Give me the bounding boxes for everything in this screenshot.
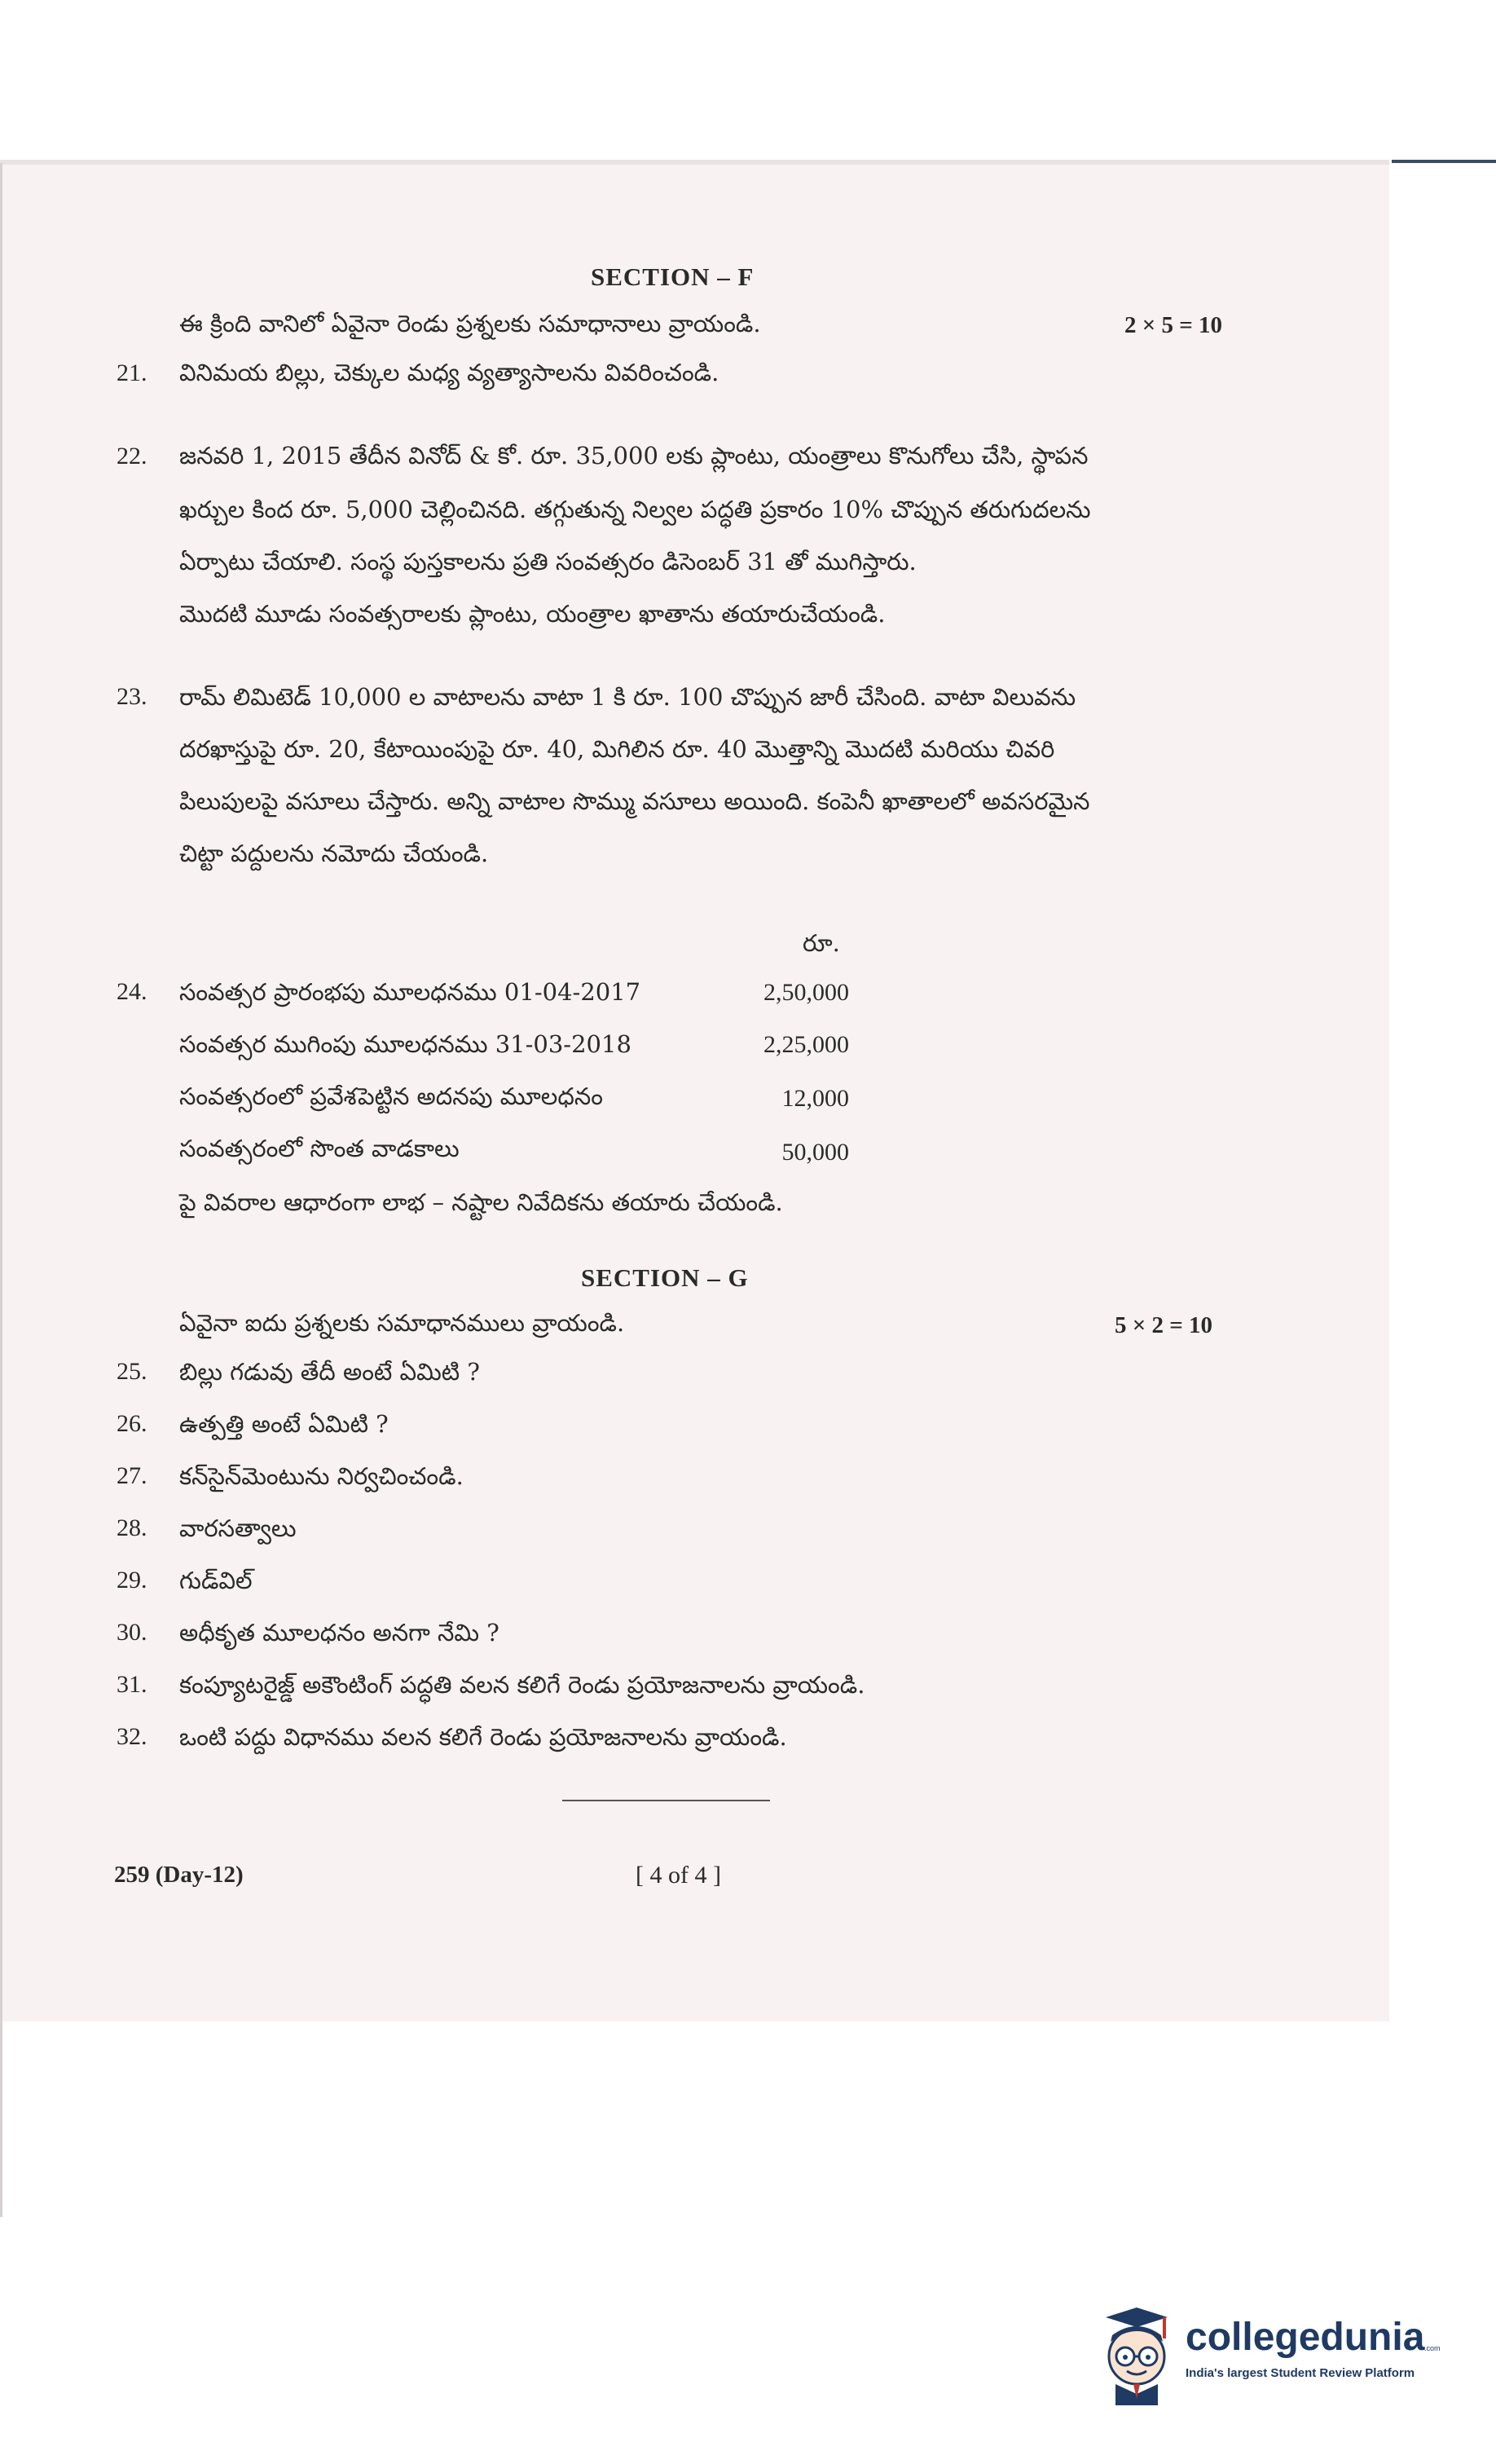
page-left-edge <box>0 163 2 2217</box>
table-row-amount: 2,25,000 <box>763 1031 849 1058</box>
brand-tagline: India's largest Student Review Platform <box>1186 2366 1415 2380</box>
mascot-icon <box>1106 2308 1168 2405</box>
question-text: కంప్యూటరైజ్డ్ అకౌంటింగ్ పద్ధతి వలన కలిగే రెండు ప్రయోజనాలను వ్రాయండి. <box>179 1671 865 1699</box>
section-f-instruction: ఈ క్రింది వానిలో ఏవైనా రెండు ప్రశ్నలకు సమాధానాలు వ్రాయండి. <box>179 310 761 337</box>
question-text: ఖర్చుల కింద రూ. 5,000 చెల్లించినది. తగ్గుతున్న నిల్వల పద్ధతి ప్రకారం 10% చొప్పున తరుగుదలను <box>179 496 1091 523</box>
paper-code: 259 (Day-12) <box>114 1862 244 1888</box>
page-number: [ 4 of 4 ] <box>636 1862 721 1889</box>
table-row-amount: 12,000 <box>781 1085 849 1112</box>
table-row-label: సంవత్సరంలో సొంత వాడకాలు <box>179 1135 460 1162</box>
scan-margin <box>1389 160 1496 2021</box>
table-row-label: సంవత్సర ప్రారంభపు మూలధనము 01-04-2017 <box>179 978 641 1006</box>
question-text: ఉత్పత్తి అంటే ఏమిటి ? <box>179 1410 389 1438</box>
scan-edge <box>0 160 1389 165</box>
question-text: చిట్టా పద్దులను నమోదు చేయండి. <box>179 840 489 867</box>
question-text: వారసత్వాలు <box>179 1514 297 1542</box>
currency-header: రూ. <box>803 929 840 957</box>
section-f-marks: 2 × 5 = 10 <box>1124 312 1223 338</box>
scan-border-line <box>1392 160 1496 163</box>
question-text: మొదటి మూడు సంవత్సరాలకు ప్లాంటు, యంత్రాల ఖాతాను తయారుచేయండి. <box>179 600 886 628</box>
question-number: 23. <box>117 683 147 710</box>
question-number: 29. <box>117 1567 147 1593</box>
question-text: రామ్ లిమిటెడ్ 10,000 ల వాటాలను వాటా 1 కి రూ. 100 చొప్పున జారీ చేసింది. వాటా విలువను <box>179 683 1076 711</box>
question-text: జనవరి 1, 2015 తేదీన వినోద్ & కో. రూ. 35,000 లకు ప్లాంటు, యంత్రాలు కొనుగోలు చేసి, స్థాపన <box>179 442 1089 469</box>
question-text: పై వివరాల ఆధారంగా లాభ – నష్టాల నివేదికను తయారు చేయండి. <box>179 1188 783 1216</box>
question-text: ఏర్పాటు చేయాలి. సంస్థ పుస్తకాలను ప్రతి సంవత్సరం డిసెంబర్ 31 తో ముగిస్తారు. <box>179 548 917 575</box>
question-text: ఒంటి పద్దు విధానము వలన కలిగే రెండు ప్రయోజనాలను వ్రాయండి. <box>179 1723 787 1751</box>
table-row-label: సంవత్సర ముగింపు మూలధనము 31-03-2018 <box>179 1030 631 1058</box>
question-text: గుడ్‌విల్ <box>179 1567 253 1594</box>
question-text: కన్‌సైన్‌మెంటును నిర్వచించండి. <box>179 1462 464 1490</box>
end-divider <box>562 1800 770 1801</box>
question-text: దరఖాస్తుపై రూ. 20, కేటాయింపుపై రూ. 40, మిగిలిన రూ. 40 మొత్తాన్ని మొదటి మరియు చివరి <box>179 735 1055 763</box>
section-g-title: SECTION – G <box>581 1263 749 1292</box>
question-number: 32. <box>117 1723 147 1750</box>
question-number: 25. <box>117 1358 147 1385</box>
question-text: పిలుపులపై వసూలు చేస్తారు. అన్ని వాటాల సొమ్ము వసూలు అయింది. కంపెనీ ఖాతాలలో అవసరమైన <box>179 787 1090 815</box>
question-number: 22. <box>117 443 147 469</box>
table-row-amount: 2,50,000 <box>763 979 849 1006</box>
question-text: వినిమయ బిల్లు, చెక్కుల మధ్య వ్యత్యాసాలను వివరించండి. <box>179 359 719 386</box>
section-g-instruction: ఏవైనా ఐదు ప్రశ్నలకు సమాధానములు వ్రాయండి. <box>179 1309 625 1337</box>
question-number: 24. <box>117 978 147 1005</box>
brand-suffix: .com <box>1424 2344 1441 2352</box>
question-number: 26. <box>117 1410 147 1437</box>
question-number: 31. <box>117 1671 147 1698</box>
table-row-label: సంవత్సరంలో ప్రవేశపెట్టిన అదనపు మూలధనం <box>179 1082 603 1110</box>
brand-name: collegedunia <box>1186 2316 1425 2359</box>
question-number: 28. <box>117 1514 147 1541</box>
section-f-title: SECTION – F <box>591 262 755 291</box>
question-text: బిల్లు గడువు తేదీ అంటే ఏమిటి ? <box>179 1358 480 1386</box>
question-number: 21. <box>117 359 147 386</box>
question-number: 30. <box>117 1619 147 1646</box>
question-number: 27. <box>117 1462 147 1489</box>
section-g-marks: 5 × 2 = 10 <box>1115 1312 1213 1338</box>
table-row-amount: 50,000 <box>781 1139 849 1166</box>
question-text: అధీకృత మూలధనం అనగా నేమి ? <box>179 1619 499 1646</box>
